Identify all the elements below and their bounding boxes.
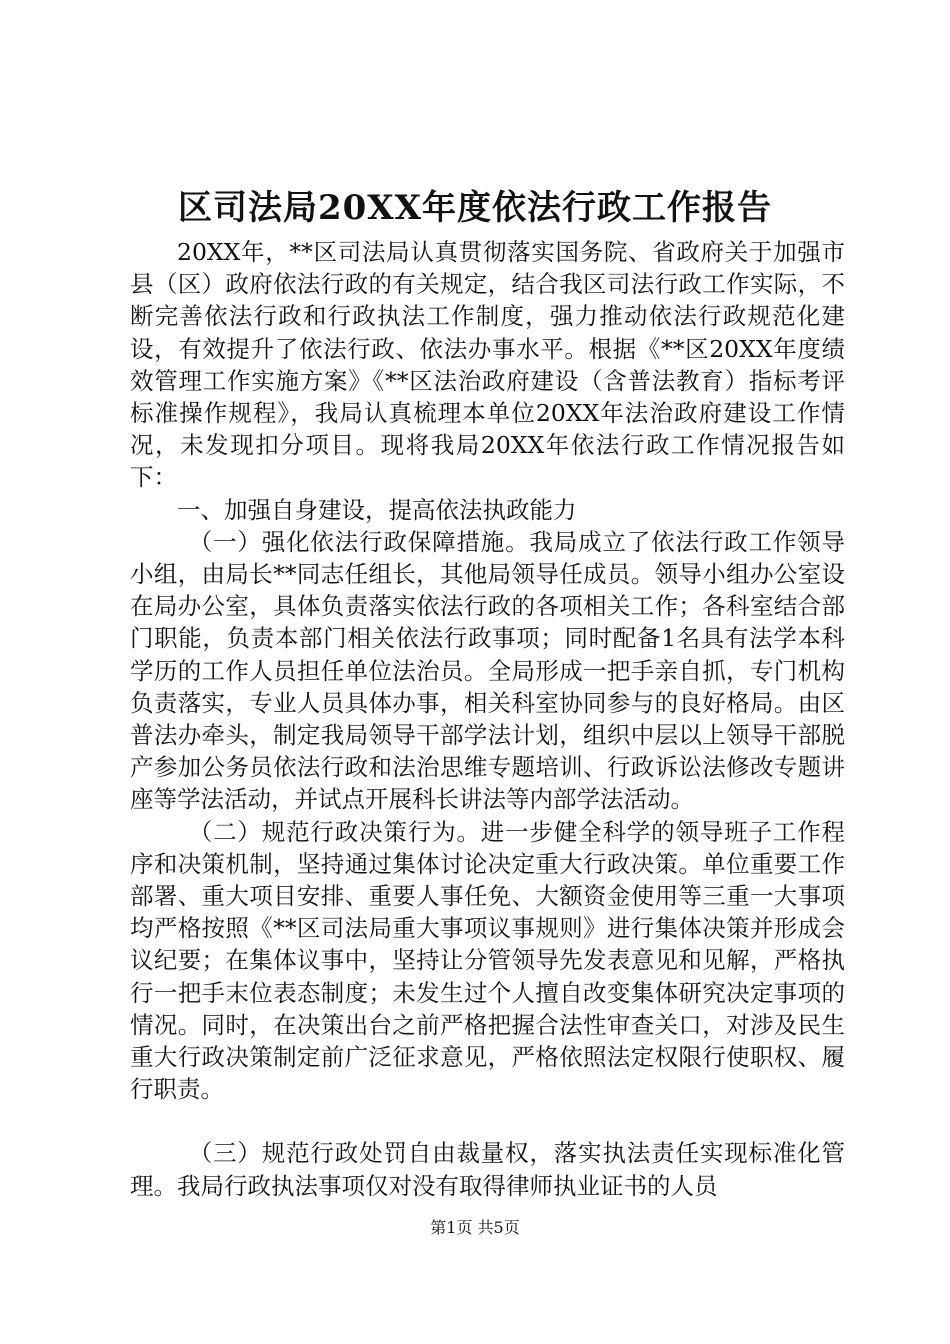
subsection-paragraph-2: （二）规范行政决策行为。进一步健全科学的领导班子工作程序和决策机制，坚持通过集体讨论决定重大行政决策。单位重要工作部署、重大项目安排、重要人事任免、大额资金使用等三重一大事项均严格按照《**区司法局重大事项议事规则》进行集体决策并形成会议纪要；在集体议事中，坚持让分管领导先发表意见和见解，严格执行一把手末位表态制度；未发生过个人擅自改变集体研究决定事项的情况。同时，在决策出台之前严格把握合法性审查关口，对涉及民生重大行政决策制定前广泛征求意见，严格依照法定权限行使职权、履行职责。 bbox=[130, 817, 845, 1104]
section-heading-1: 一、加强自身建设，提高依法执政能力 bbox=[177, 495, 577, 524]
document-title: 区司法局20XX年度依法行政工作报告 bbox=[177, 188, 773, 228]
page-number-footer: 第1页 共5页 bbox=[430, 1218, 520, 1237]
subsection-paragraph-1: （一）强化依法行政保障措施。我局成立了依法行政工作领导小组，由局长**同志任组长，其他局领导任成员。领导小组办公室设在局办公室，具体负责落实依法行政的各项相关工作；各科室结合部门职能，负责本部门相关依法行政事项；同时配备1名具有法学本科学历的工作人员担任单位法治员。全局形成一把手亲自抓，专门机构负责落实，专业人员具体办事，相关科室协同参与的良好格局。由区普法办牵头，制定我局领导干部学法计划，组织中层以上领导干部脱产参加公务员依法行政和法治思维专题培训、行政诉讼法修改专题讲座等学法活动，并试点开展科长讲法等内部学法活动。 bbox=[130, 527, 845, 814]
document-body bbox=[130, 236, 845, 1202]
subsection-paragraph-3: （三）规范行政处罚自由裁量权，落实执法责任实现标准化管理。我局行政执法事项仅对没有取得律师执业证书的人员 bbox=[130, 1139, 845, 1200]
intro-paragraph: 20XX年，**区司法局认真贯彻落实国务院、省政府关于加强市县（区）政府依法行政的有关规定，结合我区司法行政工作实际，不断完善依法行政和行政执法工作制度，强力推动依法行政规范化建设，有效提升了依法行政、依法办事水平。根据《**区20XX年度绩效管理工作实施方案》《**区法治政府建设（含普法教育）指标考评标准操作规程》，我局认真梳理本单位20XX年法治政府建设工作情况，未发现扣分项目。现将我局20XX年依法行政工作情况报告如下： bbox=[130, 238, 845, 492]
